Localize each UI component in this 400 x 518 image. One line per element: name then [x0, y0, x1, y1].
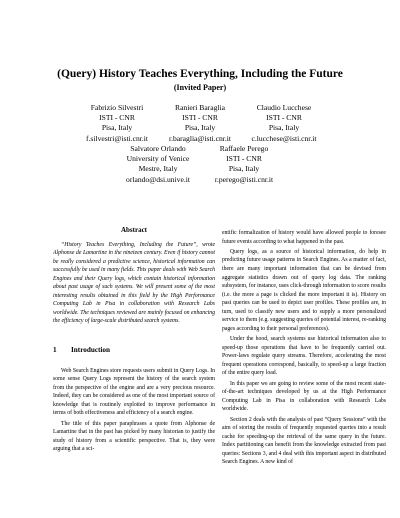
- paragraph: The title of this paper paraphrases a quote from Alphonse de Lamartine that in the past has picked by many historian to justify the study of history from a scientific perspective. That is, they were arguing that a sci-: [53, 420, 215, 453]
- author-affiliation: University of Venice: [126, 154, 190, 164]
- author-name: Claudio Lucchese: [256, 103, 312, 112]
- paragraph: Section 2 deals with the analysis of past “Query Sessions” with the aim of storing the results of frequently requested queries into a result cache for speeding-up the retrieval of the same query in the future. Index partitioning can benefit from the knowledge extracted from past queries: Sections 3, and 4 deal with this important aspect in distributed Search Engines. A new kind of: [222, 416, 386, 466]
- paragraph: In this paper we are going to review some of the most recent state-of-the-art techniques developed by us at the High Performance Computing Lab in Pisa in collaboration with Research Labs worldwide.: [222, 380, 386, 413]
- author-name: Fabrizio Silvestri: [90, 103, 144, 112]
- author-email: r.baraglia@isti.cnr.it: [168, 133, 232, 143]
- author-location: Mestre, Italy: [138, 164, 178, 174]
- author-location: Pisa, Italy: [101, 123, 133, 133]
- abstract-heading: Abstract: [120, 226, 148, 234]
- author-email: f.silvestri@isti.cnr.it: [85, 133, 149, 143]
- paper-title: (Query) History Teaches Everything, Including the Future: [57, 68, 343, 80]
- abstract-text: “History Teaches Everything, Including the Future”, wrote Alphonse de Lamartine in the nineteen century. Even if history cannot be really considered a predictive science, historical information can successfully be used in many fields. This paper deals with Web Search Engines and their Query logs, which contain historical information about past usage of such systems. We will present some of the most interesting results obtained in this field by the High Performance Computing Lab in Pisa in collaboration with Research Labs worldwide. The techniques reviewed are mainly focused on enhancing the efficiency of large-scale distributed search systems.: [53, 241, 215, 325]
- section-number: 1: [53, 346, 57, 355]
- section-heading: [53, 346, 215, 355]
- author-block: [184, 144, 304, 185]
- author-affiliation: ISTI - CNR: [266, 113, 302, 123]
- author-location: Pisa, Italy: [228, 164, 260, 174]
- paragraph: Query logs, as a source of historical information, do help in predicting future usage patterns in Search Engines. As a matter of fact, there are many important information that can be devised from aggregate statistics drawn out of query log data. The ranking subsystem, for instance, uses click-through information to score results (i.e. the more a page is clicked the more important it is). History on past queries can be used to depict user profiles. These profiles are, in turn, used to classify new users and to supply a more personalized service to them (e.g. suggesting queries of potential interest, re-ranking pages according to their personal preferences).: [222, 248, 386, 332]
- paragraph: entific formalization of history would have allowed people to foresee future events according to what happened in the past.: [222, 230, 386, 245]
- author-email: c.lucchese@isti.cnr.it: [251, 133, 317, 143]
- right-column: [222, 229, 386, 469]
- author-name: Raffaele Perego: [219, 144, 269, 153]
- section-title: Introduction: [71, 346, 111, 355]
- author-block: [224, 103, 344, 144]
- author-name: Salvatore Orlando: [130, 144, 186, 153]
- paper-subtitle: (Invited Paper): [173, 83, 227, 92]
- author-email: r.perego@isti.cnr.it: [214, 174, 274, 184]
- author-affiliation: ISTI - CNR: [226, 154, 262, 164]
- paragraph: Under the hood, search systems use historical information also to speed-up those operations that have to be frequently carried out. Power-laws regulate query streams. Therefore, accelerating the most frequent operations correspond, basically, to speed-up a large fraction of the entire query load.: [222, 336, 386, 377]
- author-location: Pisa, Italy: [268, 123, 300, 133]
- author-email: orlando@dsi.unive.it: [126, 174, 190, 184]
- left-column: [53, 226, 215, 456]
- author-location: Pisa, Italy: [184, 123, 216, 133]
- author-name: Ranieri Baraglia: [175, 103, 225, 112]
- author-affiliation: ISTI - CNR: [99, 113, 135, 123]
- paragraph: Web Search Engines store requests users submit in Query Logs. In some sense Query Logs represent the history of the search system from the perspective of the engine and are a very precious resource. Indeed, they can be considered as one of the most important source of knowledge that is routinely exploited to improve performance in terms of both effectiveness and efficiency of a search engine.: [53, 367, 215, 417]
- author-affiliation: ISTI - CNR: [182, 113, 218, 123]
